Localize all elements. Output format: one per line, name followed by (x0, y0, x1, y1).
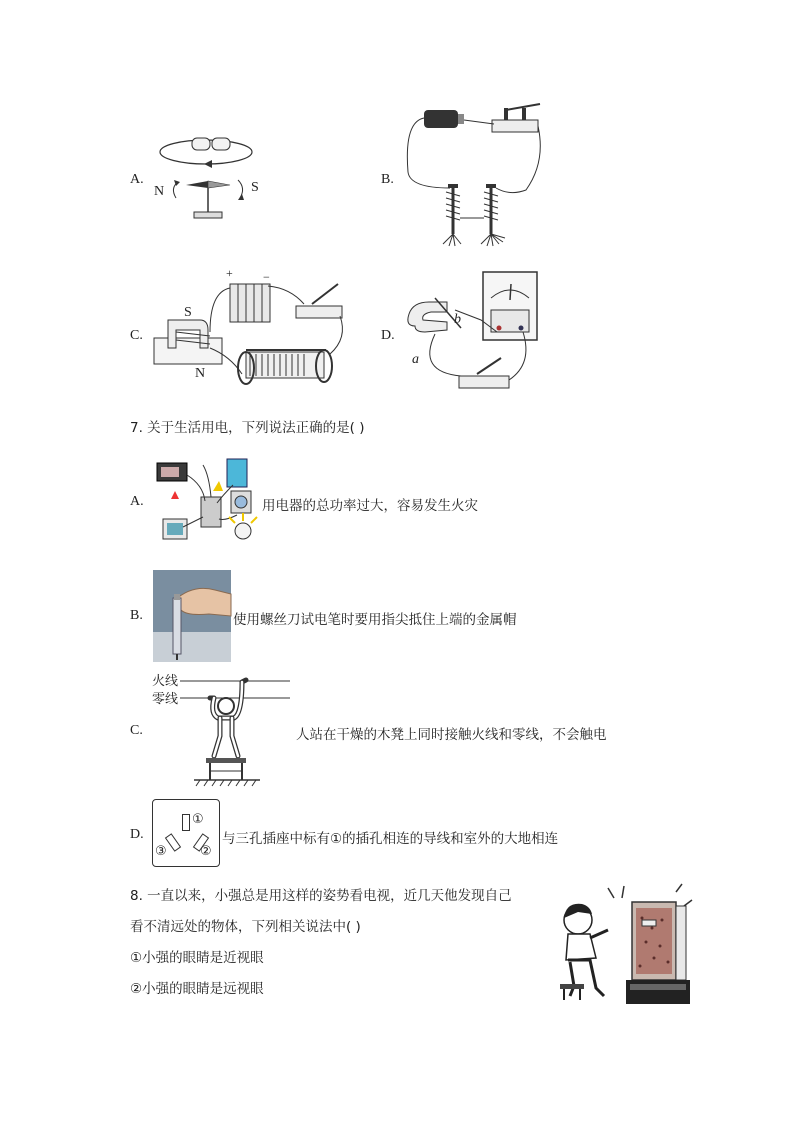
rail-motor-circuit-figure (150, 268, 350, 398)
q7-option-c-label: C. (130, 723, 143, 738)
q7-option-c-text: 人站在干燥的木凳上同时接触火线和零线，不会触电 (296, 727, 607, 743)
magnet-s-label: S (184, 305, 192, 320)
q7-option-a-label: A. (130, 494, 144, 509)
north-label: N (154, 184, 165, 199)
q7-option-d-label: D. (130, 827, 144, 842)
compass-figure (150, 130, 270, 226)
q7-stem: 7. 关于生活用电，下列说法正确的是( ) (130, 420, 365, 436)
test-pen-photo (153, 570, 231, 662)
electromagnet-circuit-figure (400, 102, 550, 252)
hole-1-mark: ① (192, 812, 204, 827)
option-c-label: C. (130, 328, 143, 343)
q7-option-a-text: 用电器的总功率过大，容易发生火灾 (262, 498, 478, 514)
zero-line-label: 零线 (152, 692, 179, 707)
option-d-label: D. (381, 328, 395, 343)
wire-b-label: b (454, 312, 461, 327)
three-hole-socket-figure (152, 799, 220, 867)
q8-stem-line2: 看不清远处的物体，下列相关说法中( ) (130, 919, 361, 935)
option-a-label: A. (130, 172, 144, 187)
hole-3-mark: ③ (155, 844, 167, 859)
magnet-n-label: N (195, 366, 206, 381)
q8-stem-line1: 8. 一直以来，小强总是用这样的姿势看电视，近几天他发现自己 (130, 888, 512, 904)
south-label: S (251, 180, 259, 195)
q7-option-b-label: B. (130, 608, 143, 623)
minus-label: − (263, 270, 270, 284)
fire-line-label: 火线 (152, 674, 179, 689)
plus-label: + (226, 266, 233, 280)
hole-2-mark: ② (200, 844, 212, 859)
socket-hole-3 (165, 833, 181, 852)
wire-a-label: a (412, 352, 419, 367)
q8-item-1: ①小强的眼睛是近视眼 (130, 950, 264, 966)
q7-option-d-text: 与三孔插座中标有①的插孔相连的导线和室外的大地相连 (222, 831, 559, 847)
socket-hole-1 (182, 814, 190, 831)
person-on-stool-figure (180, 670, 295, 790)
q7-option-b-text: 使用螺丝刀试电笔时要用指尖抵住上端的金属帽 (233, 612, 517, 628)
q8-item-2: ②小强的眼睛是远视眼 (130, 981, 264, 997)
option-b-label: B. (381, 172, 394, 187)
boy-watching-tv-figure (556, 884, 692, 1010)
induction-circuit-figure (405, 268, 545, 400)
overloaded-socket-image (153, 445, 263, 555)
